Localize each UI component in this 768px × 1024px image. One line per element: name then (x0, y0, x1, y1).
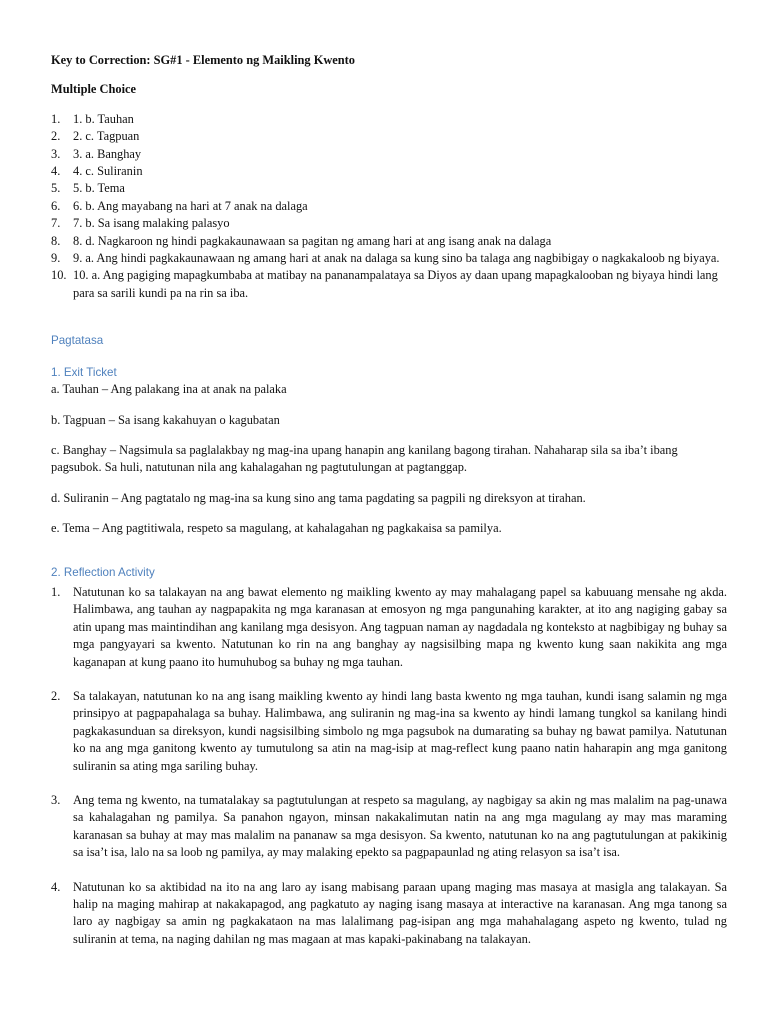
item-text: 9. a. Ang hindi pagkakaunawaan ng amang hari at anak na dalaga sa kung sino ba talaga ang nagbibigay o nagkakaloob ng biyaya. (73, 251, 720, 266)
item-number: 4. (51, 164, 61, 179)
list-item (51, 111, 727, 128)
exit-ticket-item: c. Banghay – Nagsimula sa paglalakbay ng mag-ina upang hanapin ang kanilang bagong tirahan. Nahaharap sila sa iba’t ibang pagsubok. Sa huli, natutunan nila ang kahalagahan ng pagtutulungan at pagtanggap. (51, 442, 678, 475)
reflection-list (51, 584, 727, 948)
reflection-heading: 2. Reflection Activity (51, 565, 155, 579)
item-number: 6. (51, 198, 61, 213)
list-item (51, 792, 727, 862)
item-number: 2. (51, 129, 61, 144)
item-text: 7. b. Sa isang malaking palasyo (73, 216, 230, 231)
exit-ticket-item: e. Tema – Ang pagtitiwala, respeto sa magulang, at kahalagahan ng pagkakaisa sa pamilya. (51, 521, 502, 536)
item-text: Ang tema ng kwento, na tumatalakay sa pagtutulungan at respeto sa magulang, ay nagbigay sa akin ng mas malalim na pag-unawa sa kahalagahan ng pamilya. Sa panahon ngayon, minsan nakakalimutan natin na ang mga magulang ay may mas maraming karanasan sa buhay at may mas malalim na pananaw sa mga desisyon. Sa kwento, natutunan ko na ang pagtutulungan at pakikinig sa isa’t isa, lalo na sa loob ng pamilya, ay may malaking epekto sa pagpapaunlad ng ating relasyon sa isa’t isa. (73, 793, 727, 860)
item-number: 3. (51, 146, 61, 161)
item-text: 5. b. Tema (73, 181, 125, 196)
document-title: Key to Correction: SG#1 - Elemento ng Maikling Kwento (51, 53, 355, 67)
list-item (51, 267, 727, 302)
multiple-choice-list (51, 111, 727, 302)
item-text: Natutunan ko sa aktibidad na ito na ang laro ay isang mabisang paraan upang maging mas masaya at masigla ang talakayan. Sa halip na maging mahirap at nakakapagod, ang pagkatuto ay naging isang masaya at interactive na karanasan. Ang mga tanong sa laro ay nagbigay sa amin ng pagkakataon na mas lalalimang pag-isipan ang mga mahahalagang aspeto ng kwento, tulad ng suliranin at tema, na naging dahilan ng mas magaan at mas kapaki-pakinabang na talakayan. (73, 879, 727, 946)
item-number: 8. (51, 233, 61, 248)
exit-ticket-item: a. Tauhan – Ang palakang ina at anak na palaka (51, 382, 287, 397)
item-number: 4. (51, 879, 61, 894)
item-text: Natutunan ko sa talakayan na ang bawat elemento ng maikling kwento ay may mahalagang papel sa kabuuang mensahe ng akda. Halimbawa, ang tauhan ay nagpapakita ng mga karanasan at emosyon ng mga pangunahing karakter, at ito ang nagiging gabay sa atin upang mas maintindihan ang kanilang mga desisyon. Ang tagpuan naman ay nagdadala ng konteksto at nagbibigay ng buhay sa mga pangyayari sa kwento. Natutunan ko rin na ang banghay ay nagsisilbing mapa ng kwento kung saan nakikita ang mga kaganapan at kung paano ito humuhubog sa buhay ng mga tauhan. (73, 584, 727, 669)
item-text: 3. a. Banghay (73, 146, 142, 161)
list-item (51, 879, 727, 949)
list-item (51, 584, 727, 671)
item-number: 3. (51, 793, 61, 807)
item-text: 6. b. Ang mayabang na hari at 7 anak na dalaga (73, 198, 308, 213)
item-text: Sa talakayan, natutunan ko na ang isang maikling kwento ay hindi lang basta kwento ng mga tauhan, kundi isang salamin ng mga prinsipyo at pagpapahalaga sa buhay. Halimbawa, ang suliranin ng mag-ina sa kwento ay hindi lamang tungkol sa kanilang hindi pagkakasunduan sa direksyon, kundi nagsisilbing simbolo ng mga pagsubok na dumarating sa buhay ng bawat pamilya. Natutunan ko na ang mga ganitong kwento ay tumutulong sa atin na mag-isip at mag-reflect kung paano natin haharapin ang mga ganitong suliranin sa ating mga sariling buhay. (73, 688, 727, 773)
list-item (51, 146, 727, 163)
exit-ticket-heading: 1. Exit Ticket (51, 365, 117, 379)
item-number: 5. (51, 181, 61, 196)
item-text: 8. d. Nagkaroon ng hindi pagkakaunawaan sa pagitan ng amang hari at ang isang anak na dalaga (73, 233, 552, 248)
multiple-choice-heading: Multiple Choice (51, 82, 137, 97)
item-text: 4. c. Suliranin (73, 164, 143, 179)
exit-ticket-item: b. Tagpuan – Sa isang kakahuyan o kagubatan (51, 412, 280, 427)
document-page (51, 52, 727, 965)
list-item (51, 198, 727, 215)
item-text: 10. a. Ang pagiging mapagkumbaba at matibay na pananampalataya sa Diyos ay daan upang mapagkalooban ng biyaya hindi lang para sa sarili kundi pa na rin sa iba. (73, 268, 718, 300)
list-item (51, 688, 727, 775)
exit-ticket-item: d. Suliranin – Ang pagtatalo ng mag-ina sa kung sino ang tama pagdating sa pagpili ng direksyon at tirahan. (51, 490, 586, 505)
pagtatasa-heading: Pagtatasa (51, 334, 104, 348)
list-item (51, 215, 727, 232)
item-number: 1. (51, 584, 61, 599)
item-number: 7. (51, 216, 61, 231)
list-item (51, 250, 727, 267)
item-number: 1. (51, 111, 61, 126)
item-number: 10. (51, 268, 67, 283)
item-number: 2. (51, 688, 61, 703)
list-item (51, 180, 727, 197)
item-number: 9. (51, 251, 61, 266)
list-item (51, 163, 727, 180)
exit-ticket-answers (51, 381, 727, 537)
item-text: 2. c. Tagpuan (73, 129, 140, 144)
list-item (51, 128, 727, 145)
item-text: 1. b. Tauhan (73, 111, 134, 126)
list-item (51, 233, 727, 250)
